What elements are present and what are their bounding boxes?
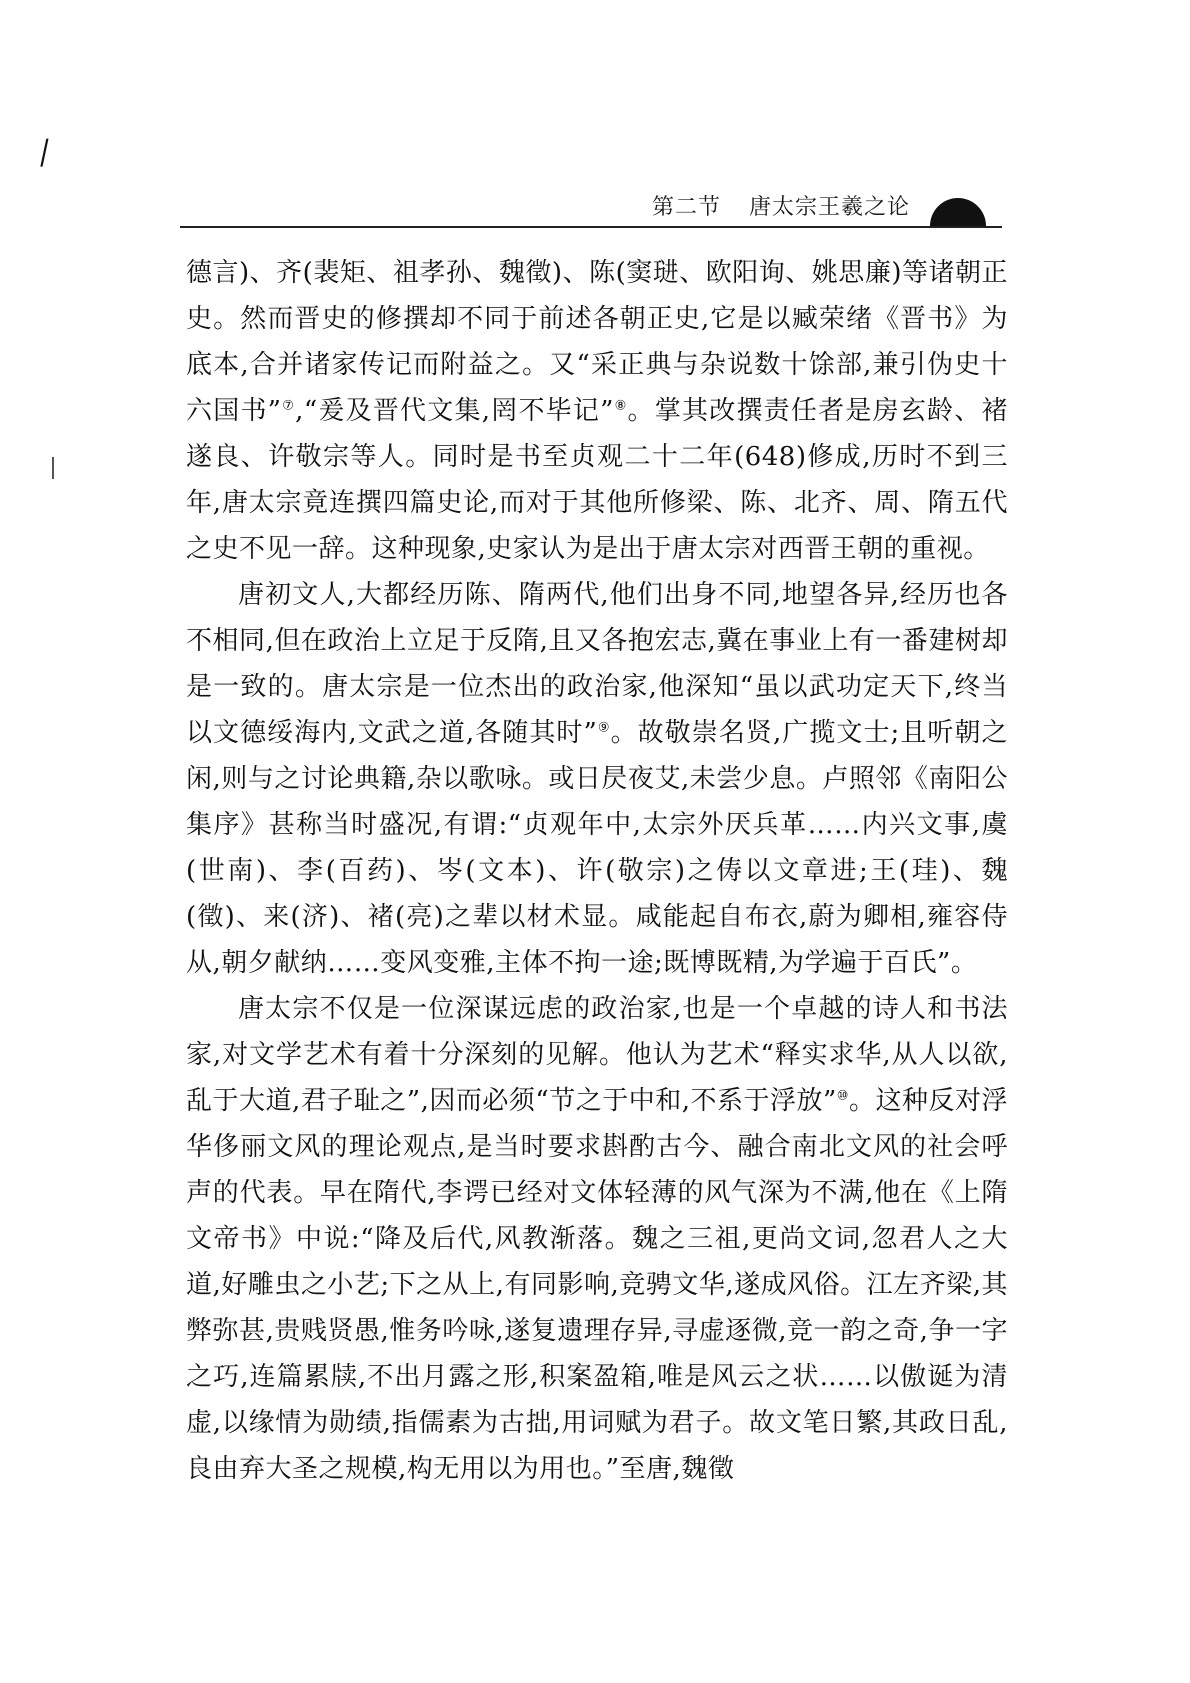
header-rule [180, 226, 1002, 228]
footnote-ref: ⑩ [836, 1088, 849, 1104]
margin-tick-mark [52, 457, 54, 479]
header-title-line [652, 190, 910, 221]
header-chapter-title: 唐太宗王羲之论 [748, 195, 910, 220]
header-half-disc-icon [930, 198, 986, 226]
page-corner-mark: | [36, 134, 54, 167]
text-run: 。掌其改撰责任者是房玄龄、褚遂良、许敬宗等人。同时是书至贞观二十二年(648)修成,历时不到三年,唐太宗竟连撰四篇史论,而对于其他所修梁、陈、北齐、周、隋五代之史不见一辞。这种现象,史家认为是出于唐太宗对西晋王朝的重视。 [186, 396, 1008, 564]
footnote-ref: ⑨ [597, 720, 611, 736]
paragraph [186, 986, 1008, 1492]
footnote-ref: ⑦ [281, 398, 296, 414]
paragraph [186, 250, 1008, 572]
text-run: 。故敬崇名贤,广揽文士;且听朝之闲,则与之讨论典籍,杂以歌咏。或日昃夜艾,未尝少息。卢照邻《南阳公集序》甚称当时盛况,有谓:“贞观年中,太宗外厌兵革……内兴文事,虞(世南)、李(百药)、岑(文本)、许(敬宗)之俦以文章进;王(珪)、魏(徵)、来(济)、褚(亮)之辈以材术显。咸能起自布衣,蔚为卿相,雍容侍从,朝夕献纳……变风变雅,主体不拘一途;既博既精,为学遍于百氏”。 [186, 718, 1009, 978]
header-section: 第二节 [651, 195, 721, 220]
footnote-ref: ⑧ [613, 398, 628, 414]
running-header [180, 178, 1002, 228]
text-run: 德言)、齐(裴矩、祖孝孙、魏徵)、陈(窦琎、欧阳询、姚思廉)等诸朝正史。然而晋史的修撰却不同于前述各朝正史,它是以臧荣绪《晋书》为底本,合并诸家传记而附益之。又“采正典与杂说数十馀部,兼引伪史十六国书” [186, 258, 1008, 426]
text-run: ,“爰及晋代文集,罔不毕记” [295, 396, 614, 426]
paragraph [186, 572, 1008, 986]
text-run: 唐太宗不仅是一位深谋远虑的政治家,也是一个卓越的诗人和书法家,对文学艺术有着十分深刻的见解。他认为艺术“释实求华,从人以欲,乱于大道,君子耻之”,因而必须“节之于中和,不系于浮放” [186, 994, 1008, 1116]
text-run: 唐初文人,大都经历陈、隋两代,他们出身不同,地望各异,经历也各不相同,但在政治上立足于反隋,且又各抱宏志,冀在事业上有一番建树却是一致的。唐太宗是一位杰出的政治家,他深知“虽以武功定天下,终当以文德绥海内,文武之道,各随其时” [186, 580, 1008, 748]
body-text [186, 250, 1008, 1492]
text-run: 。这种反对浮华侈丽文风的理论观点,是当时要求斟酌古今、融合南北文风的社会呼声的代表。早在隋代,李谔已经对文体轻薄的风气深为不满,他在《上隋文帝书》中说:“降及后代,风教渐落。魏之三祖,更尚文词,忽君人之大道,好雕虫之小艺;下之从上,有同影响,竞骋文华,遂成风俗。江左齐梁,其弊弥甚,贵贱贤愚,惟务吟咏,遂复遗理存异,寻虚逐微,竞一韵之奇,争一字之巧,连篇累牍,不出月露之形,积案盈箱,唯是风云之状……以傲诞为清虚,以缘情为勋绩,指儒素为古拙,用词赋为君子。故文笔日繁,其政日乱,良由弃大圣之规模,构无用以为用也。”至唐,魏徵 [186, 1086, 1008, 1484]
